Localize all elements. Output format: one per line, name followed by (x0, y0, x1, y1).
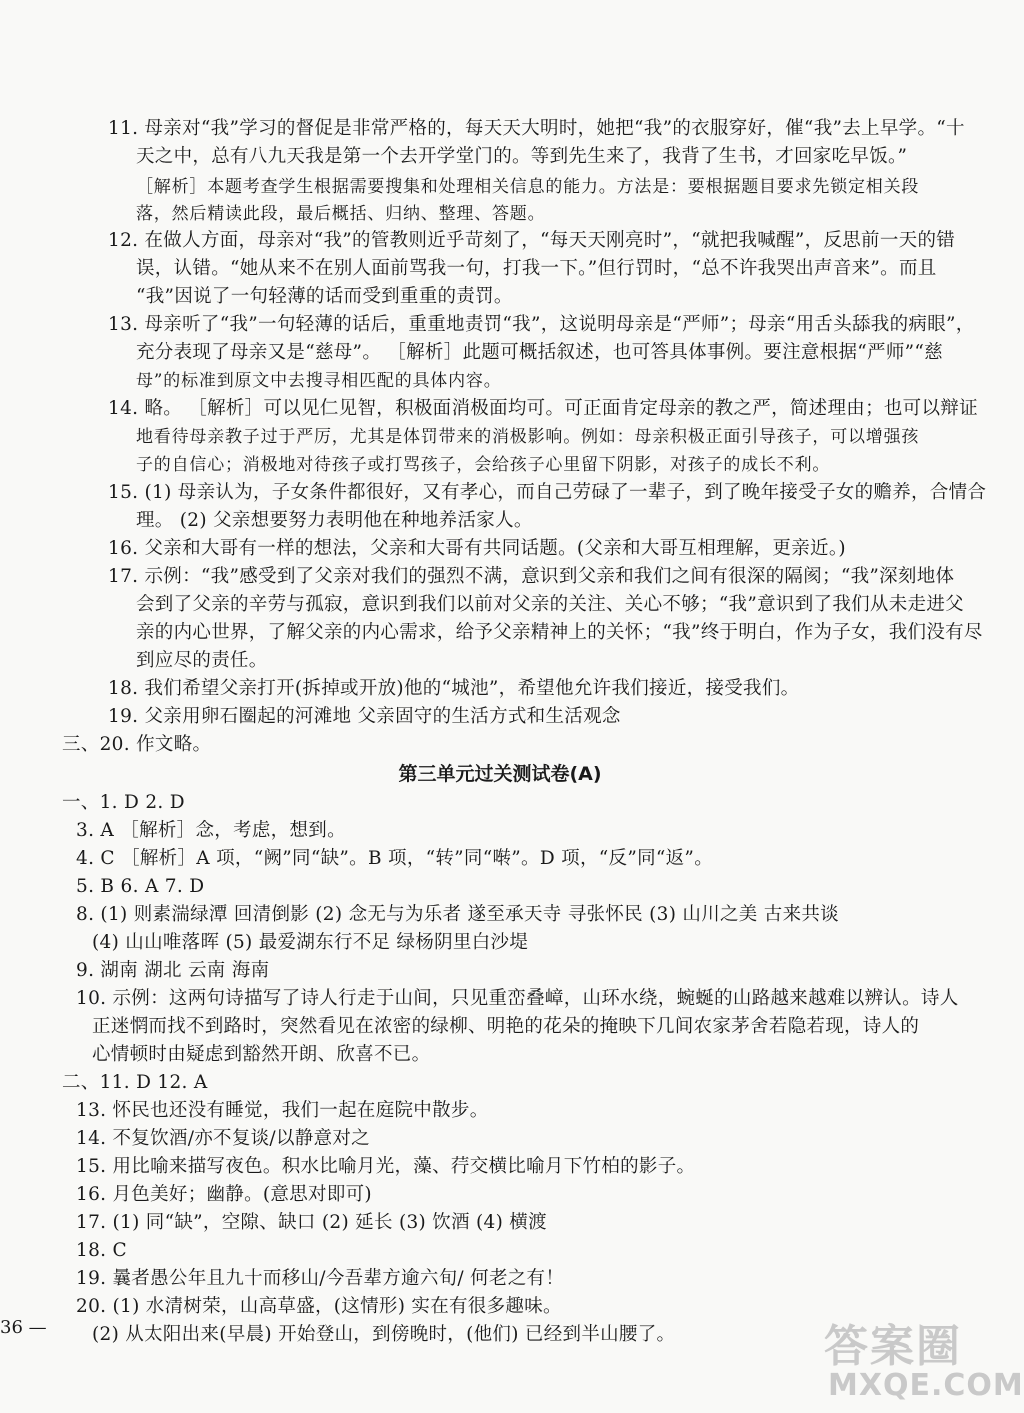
analysis-line: 子的自信心；消极地对待孩子或打骂孩子，会给孩子心里留下阴影，对孩子的成长不利。 (136, 455, 831, 475)
analysis-line: 地看待母亲教子过于严厉，尤其是体罚带来的消极影响。例如：母亲积极正面引导孩子，可以增强孩 (136, 427, 920, 447)
answer-line: 14. 不复饮酒/亦不复谈/以静意对之 (76, 1128, 370, 1149)
analysis-line: ［解析］本题考查学生根据需要搜集和处理相关信息的能力。方法是：要根据题目要求先锁定相关段 (136, 177, 920, 197)
answer-line: 正迷惘而找不到路时，突然看见在浓密的绿柳、明艳的花朵的掩映下几间农家茅舍若隐若现，诗人的 (92, 1016, 920, 1037)
answer-line: 理。 (2) 父亲想要努力表明他在种地养活家人。 (136, 510, 533, 531)
answer-line: 9. 湖南 湖北 云南 海南 (76, 960, 270, 981)
section-title: 第三单元过关测试卷(A) (398, 763, 602, 785)
answer-line: 心情顿时由疑虑到豁然开朗、欣喜不已。 (92, 1044, 431, 1065)
answer-line: 二、11. D 12. A (62, 1072, 208, 1093)
answer-line: 11. 母亲对“我”学习的督促是非常严格的，每天天大明时，她把“我”的衣服穿好，催“我”去上早学。“十 (108, 118, 965, 139)
answer-line: 20. (1) 水清树荣，山高草盛，(这情形) 实在有很多趣味。 (76, 1296, 562, 1317)
answer-line: (2) 从太阳出来(早晨) 开始登山，到傍晚时，(他们) 已经到半山腰了。 (92, 1324, 676, 1345)
answer-line: 10. 示例：这两句诗描写了诗人行走于山间，只见重峦叠嶂，山环水绕，蜿蜒的山路越来越难以辨认。诗人 (76, 988, 959, 1009)
watermark-text: 答案圈 (824, 1321, 962, 1372)
answer-line: 18. 我们希望父亲打开(拆掉或开放)他的“城池”，希望他允许我们接近，接受我们。 (108, 678, 800, 699)
answer-line: 19. 曩者愚公年且九十而移山/今吾辈方逾六旬/ 何老之有！ (76, 1268, 565, 1289)
answer-line: 17. (1) 同“缺”，空隙、缺口 (2) 延长 (3) 饮酒 (4) 横渡 (76, 1212, 547, 1233)
answer-line: 亲的内心世界，了解父亲的内心需求，给予父亲精神上的关怀；“我”终于明白，作为子女，我们没有尽 (136, 622, 983, 643)
analysis-line: 母”的标准到原文中去搜寻相匹配的具体内容。 (136, 371, 502, 391)
answer-line: 18. C (76, 1240, 127, 1261)
answer-line: 13. 母亲听了“我”一句轻薄的话后，重重地责罚“我”，这说明母亲是“严师”；母亲“用舌头舔我的病眼”， (108, 314, 975, 335)
watermark-logo (824, 1310, 1024, 1410)
answer-line: 12. 在做人方面，母亲对“我”的管教则近乎苛刻了，“每天天刚亮时”，“就把我喊醒”，反思前一天的错 (108, 230, 956, 251)
answer-line: 19. 父亲用卵石圈起的河滩地 父亲固守的生活方式和生活观念 (108, 706, 621, 727)
answer-line: 4. C ［解析］A 项，“阙”同“缺”。B 项，“转”同“啭”。D 项，“反”同“返”。 (76, 848, 713, 869)
answer-line: 5. B 6. A 7. D (76, 876, 205, 897)
answer-line: 15. (1) 母亲认为，子女条件都很好，又有孝心，而自己劳碌了一辈子，到了晚年接受子女的赡养，合情合 (108, 482, 987, 503)
answer-line: 充分表现了母亲又是“慈母”。 ［解析］此题可概括叙述，也可答具体事例。要注意根据“严师”“慈 (136, 342, 943, 363)
answer-line: 天之中，总有八九天我是第一个去开学堂门的。等到先生来了，我背了生书，才回家吃早饭。” (136, 146, 908, 167)
answer-line: 一、1. D 2. D (62, 792, 185, 813)
answer-line: 3. A ［解析］念，考虑，想到。 (76, 820, 346, 841)
analysis-line: 落，然后精读此段，最后概括、归纳、整理、答题。 (136, 204, 546, 224)
answer-line: “我”因说了一句轻薄的话而受到重重的责罚。 (136, 286, 513, 307)
answer-line: 误，认错。“她从来不在别人面前骂我一句，打我一下。”但行罚时，“总不许我哭出声音来”。而且 (136, 258, 937, 279)
answer-line: 8. (1) 则素湍绿潭 回清倒影 (2) 念无与为乐者 遂至承天寺 寻张怀民 (3) 山川之美 古来共谈 (76, 904, 839, 925)
answer-line: (4) 山山唯落晖 (5) 最爱湖东行不足 绿杨阴里白沙堤 (92, 932, 529, 953)
answer-line: 三、20. 作文略。 (62, 734, 212, 755)
answer-line: 会到了父亲的辛劳与孤寂，意识到我们以前对父亲的关注、关心不够；“我”意识到了我们从未走进父 (136, 594, 964, 615)
answer-line: 到应尽的责任。 (136, 650, 268, 671)
answer-line: 16. 月色美好；幽静。(意思对即可) (76, 1184, 372, 1205)
answer-line: 14. 略。 ［解析］可以见仁见智，积极面消极面均可。可正面肯定母亲的教之严，简述理由；也可以辩证 (108, 398, 978, 419)
answer-line: 13. 怀民也还没有睡觉，我们一起在庭院中散步。 (76, 1100, 489, 1121)
watermark-url: MXQE.COM (828, 1368, 1024, 1403)
answer-line: 16. 父亲和大哥有一样的想法，父亲和大哥有共同话题。(父亲和大哥互相理解，更亲近。) (108, 538, 846, 559)
page-number: 36 — (0, 1317, 47, 1338)
answer-line: 17. 示例：“我”感受到了父亲对我们的强烈不满，意识到父亲和我们之间有很深的隔阂；“我”深刻地体 (108, 566, 955, 587)
answer-line: 15. 用比喻来描写夜色。积水比喻月光，藻、荇交横比喻月下竹柏的影子。 (76, 1156, 696, 1177)
